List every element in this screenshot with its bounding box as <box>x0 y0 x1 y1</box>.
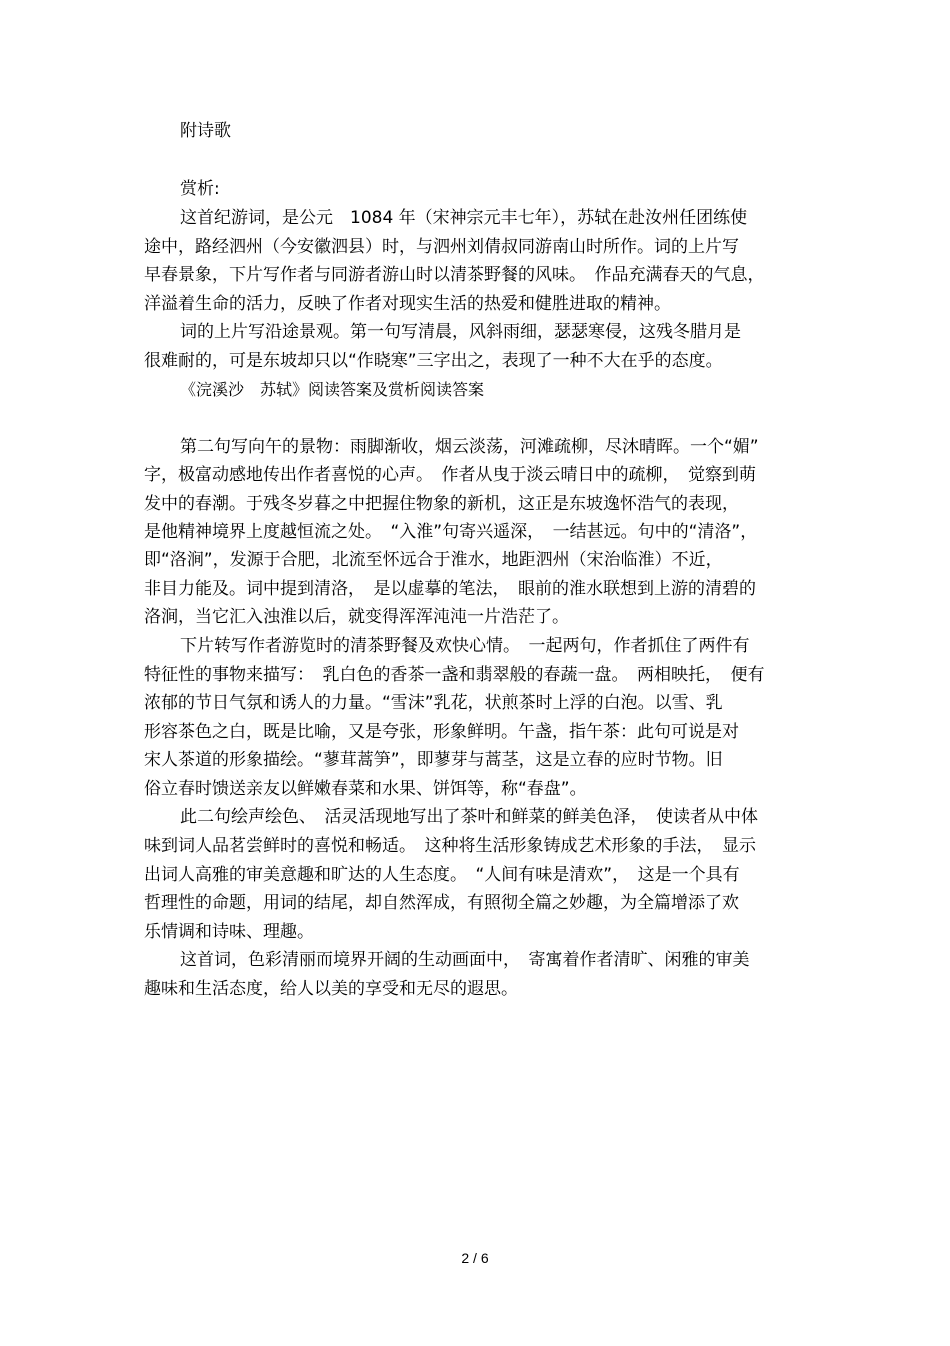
paragraph-line: 趣味和生活态度，给人以美的享受和无尽的遐思。 <box>144 979 518 999</box>
section-title: 附诗歌 <box>180 121 231 141</box>
paragraph-line: 途中，路经泗州（今安徽泗县）时，与泗州刘倩叔同游南山时所作。词的上片写 <box>144 237 739 257</box>
page-number: 2 / 6 <box>461 1250 489 1266</box>
paragraph-line: 非目力能及。词中提到清洛， 是以虚摹的笔法， 眼前的淮水联想到上游的清碧的 <box>144 579 756 599</box>
paragraph-line: 即“洛涧”，发源于合肥，北流至怀远合于淮水，地距泗州（宋治临淮）不近， <box>144 550 723 570</box>
paragraph-line: 此二句绘声绘色、 活灵活现地写出了茶叶和鲜菜的鲜美色泽， 使读者从中体 <box>180 807 758 827</box>
paragraph-line: 乐情调和诗味、理趣。 <box>144 922 314 942</box>
document-title: 《浣溪沙 苏轼》阅读答案及赏析阅读答案 <box>180 380 485 399</box>
paragraph-line: 是他精神境界上度越恒流之处。 “入淮”句寄兴遥深， 一结甚远。句中的“清洛”， <box>144 522 758 542</box>
paragraph-line: 味到词人品茗尝鲜时的喜悦和畅适。 这种将生活形象铸成艺术形象的手法， 显示 <box>144 836 756 856</box>
paragraph-line: 早春景象，下片写作者与同游者游山时以清茶野餐的风味。 作品充满春天的气息， <box>144 265 765 285</box>
paragraph-line: 洛涧，当它汇入浊淮以后，就变得浑浑沌沌一片浩茫了。 <box>144 607 569 627</box>
paragraph-line: 第二句写向午的景物：雨脚渐收，烟云淡荡，河滩疏柳，尽沐晴晖。一个“媚” <box>180 437 759 457</box>
paragraph-line: 这首纪游词，是公元 1084 年（宋神宗元丰七年），苏轼在赴汝州任团练使 <box>180 208 748 228</box>
paragraph-line: 词的上片写沿途景观。第一句写清晨，风斜雨细，瑟瑟寒侵，这残冬腊月是 <box>180 322 741 342</box>
paragraph-line: 形容茶色之白，既是比喻，又是夸张，形象鲜明。午盏，指午茶：此句可说是对 <box>144 722 739 742</box>
paragraph-line: 浓郁的节日气氛和诱人的力量。“雪沫”乳花，状煎茶时上浮的白泡。以雪、乳 <box>144 693 723 713</box>
paragraph-line: 出词人高雅的审美意趣和旷达的人生态度。 “人间有味是清欢”， 这是一个具有 <box>144 865 740 885</box>
paragraph-line: 很难耐的，可是东坡却只以“作晓寒”三字出之，表现了一种不大在乎的态度。 <box>144 351 723 371</box>
paragraph-line: 洋溢着生命的活力，反映了作者对现实生活的热爱和健胜进取的精神。 <box>144 294 671 314</box>
paragraph-line: 字，极富动感地传出作者喜悦的心声。 作者从曳于淡云晴日中的疏柳， 觉察到萌 <box>144 465 756 485</box>
paragraph-line: 下片转写作者游览时的清茶野餐及欢快心情。 一起两句，作者抓住了两件有 <box>180 636 750 656</box>
analysis-label: 赏析: <box>180 179 220 199</box>
paragraph-line: 哲理性的命题，用词的结尾，却自然浑成，有照彻全篇之妙趣，为全篇增添了欢 <box>144 893 739 913</box>
paragraph-line: 特征性的事物来描写： 乳白色的香茶一盏和翡翠般的春蔬一盘。 两相映托， 便有 <box>144 665 765 685</box>
paragraph-line: 俗立春时馈送亲友以鲜嫩春菜和水果、饼饵等，称“春盘”。 <box>144 779 587 799</box>
paragraph-line: 宋人茶道的形象描绘。“蓼茸蒿笋”，即蓼芽与蒿茎，这是立春的应时节物。旧 <box>144 750 723 770</box>
paragraph-line: 发中的春潮。于残冬岁暮之中把握住物象的新机，这正是东坡逸怀浩气的表现， <box>144 494 739 514</box>
paragraph-line: 这首词，色彩清丽而境界开阔的生动画面中， 寄寓着作者清旷、闲雅的审美 <box>180 950 750 970</box>
